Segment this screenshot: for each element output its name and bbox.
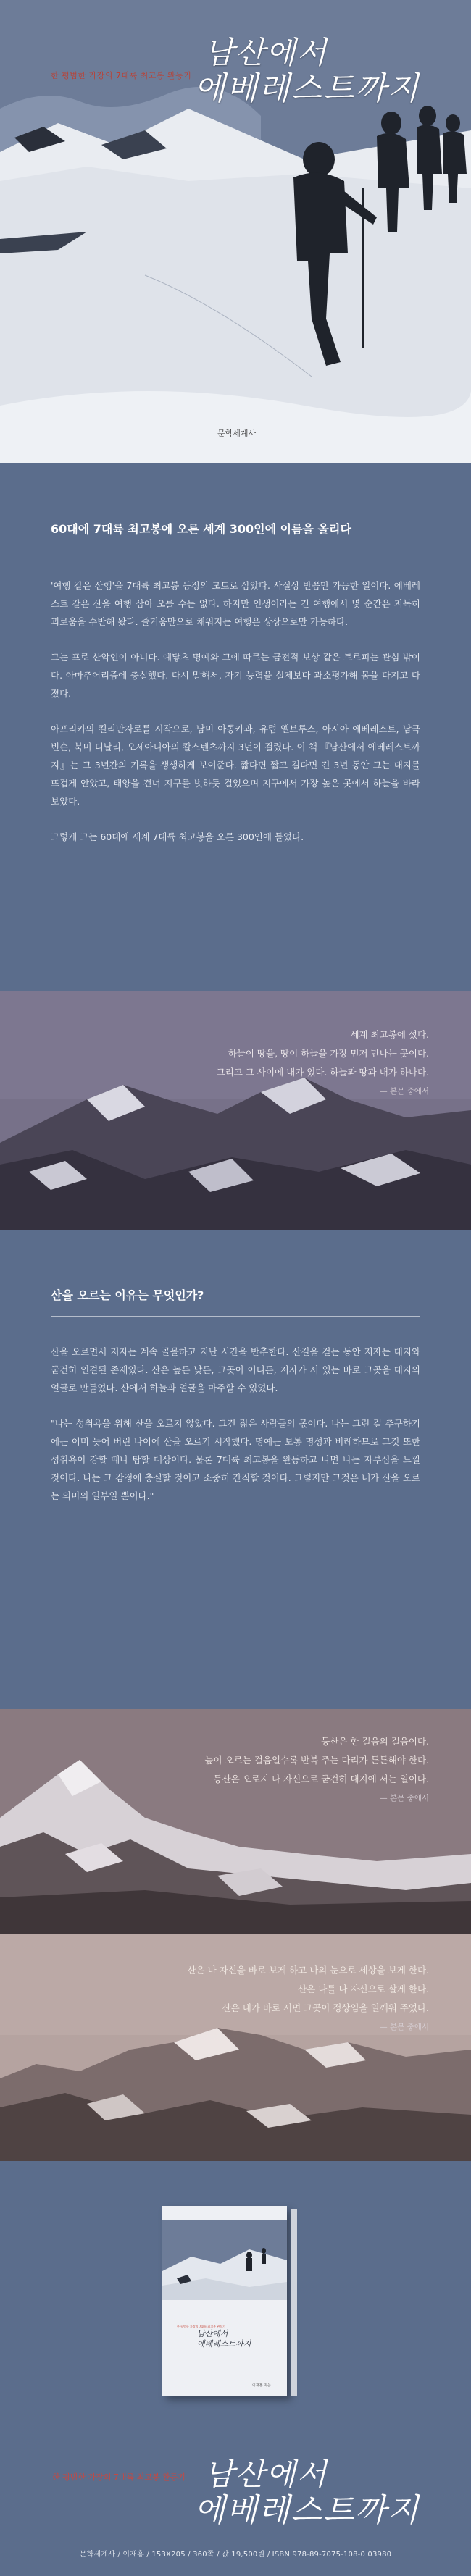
quote-1-line: 하늘이 땅을, 땅이 하늘을 가장 먼저 만나는 곳이다. [228, 1048, 429, 1059]
quote-panel-2 [0, 1709, 471, 1934]
intro-paragraph: 그는 프로 산악인이 아니다. 예닿츠 명예와 그에 따르는 금전적 보상 같은 트로피는 관심 밖이다. 아마추어리즘에 충실했다. 다시 말해서, 자기 능력을 실제보다 과소평가해 몸을 다지고 다졌다. [51, 652, 420, 699]
intro-paragraphs [51, 576, 420, 846]
book-cover-title-line2: 에베레스트까지 [197, 2339, 251, 2349]
quote-1-source: — 본문 중에서 [380, 1087, 429, 1096]
meta-author: / 이재홍 [117, 2551, 144, 2559]
book-cover-title [197, 2329, 251, 2349]
quote-2 [204, 1732, 429, 1808]
hero-banner [0, 0, 471, 463]
quote-3-line: 산은 내가 바로 서면 그곳이 정상임을 일깨워 주었다. [222, 2002, 429, 2013]
quote-1-line: 그리고 그 사이에 내가 있다. 하늘과 땅과 내가 하나다. [216, 1067, 429, 1078]
meta-isbn: / ISBN 978-89-7075-108-0 03980 [267, 2551, 392, 2559]
quote-1 [217, 1025, 429, 1101]
footer-title [194, 2457, 420, 2529]
quote-2-source: — 본문 중에서 [380, 1794, 429, 1803]
book-meta [0, 2548, 471, 2559]
quote-3-line: 산은 나를 나 자신으로 살게 한다. [298, 1984, 429, 1994]
hero-publisher: 문학세계사 [217, 429, 257, 438]
book-cover-title-line1: 남산에서 [197, 2329, 228, 2338]
quote-3-source: — 본문 중에서 [380, 2023, 429, 2031]
quote-panel-1 [0, 991, 471, 1230]
intro-paragraph: '여행 같은 산행'을 7대륙 최고봉 등정의 모토로 삼았다. 사실상 반쯤만 가능한 일이다. 에베레스트 같은 산을 여행 삼아 오를 수는 없다. 하지만 인생이라는 긴 여행에서 몇 순간은 지독히 괴로움을 수반해 왔다. 즐거움만으로 채워지는 여행은 상상으로만 가능하다. [51, 580, 420, 627]
quote-3 [187, 1961, 429, 2036]
intro-paragraph: 그렇게 그는 60대에 세계 7대륙 최고봉을 오른 300인에 들었다. [51, 831, 304, 842]
quote-1-line: 세계 최고봉에 섰다. [350, 1029, 429, 1040]
footer-title-line2: 에베레스트까지 [194, 2492, 420, 2529]
hero-title [194, 35, 420, 107]
reason-heading: 산을 오르는 이유는 무엇인가? [51, 1286, 420, 1317]
meta-publisher: 문학세계사 [79, 2551, 116, 2559]
book-cover-tagline: 한 평범한 가장의 7대륙 최고봉 완등기 [177, 2325, 225, 2328]
hero-title-line2: 에베레스트까지 [194, 70, 420, 107]
intro-section [0, 463, 471, 991]
book-cover-art [162, 2206, 287, 2396]
book-cover-front [162, 2206, 287, 2396]
reason-section [0, 1230, 471, 1709]
book-cover-author: 이재홍 지음 [252, 2383, 271, 2388]
hero-tagline: 한 평범한 가장의 7대륙 최고봉 완등기 [51, 71, 192, 80]
meta-price: / 값 19,500원 [217, 2551, 264, 2559]
footer-tagline: 한 평범한 가장의 7대륙 최고봉 완등기 [52, 2472, 186, 2482]
intro-paragraph: 아프리카의 킬리만자로를 시작으로, 남미 아콩카과, 유럽 엘브루스, 아시아 에베레스트, 남극 빈슨, 북미 디날리, 오세아니아의 칼스텐츠까지 3년이 걸렸다. 이 책 『남산에서 에베레스트까지』는 그 3년간의 기록을 생생하게 보여준다. 짧다면 짧고 길다면 긴 3년 동안 그는 대지를 뜨겁게 안았고, 태양을 건너 지구를 벗하듯 걸었으며 지구에서 가장 높은 곳에서 하늘을 바라보았다. [51, 723, 420, 807]
meta-pages: / 360쪽 [188, 2551, 214, 2559]
meta-size: / 153X205 [146, 2551, 185, 2559]
reason-paragraph: "나는 성취욕을 위해 산을 오르지 않았다. 그건 젊은 사람들의 몫이다. 나는 그런 걸 추구하기에는 이미 늦어 버린 나이에 산을 오르기 시작했다. 명예는 보통 명성과 비례하므로 그것 또한 성취욕이 강할 때나 탐할 대상이다. 물론 7대륙 최고봉을 완등하고 나면 나는 자부심을 느낄 것이다. 나는 그 감정에 충실할 것이고 소중히 간직할 것이다. 그렇지만 그것은 내가 산을 오르는 의미의 일부일 뿐이다." [51, 1418, 420, 1501]
book-spine [291, 2209, 297, 2396]
reason-paragraphs [51, 1343, 420, 1505]
intro-heading: 60대에 7대륙 최고봉에 오른 세계 300인에 이름을 올리다 [51, 520, 420, 550]
book-cover [162, 2206, 291, 2396]
quote-3-line: 산은 나 자신을 바로 보게 하고 나의 눈으로 세상을 보게 한다. [187, 1965, 429, 1976]
quote-panel-3 [0, 1934, 471, 2161]
quote-2-line: 등산은 한 걸음의 걸음이다. [321, 1736, 429, 1747]
quote-2-line: 높이 오르는 걸음일수록 반복 주는 다리가 튼튼해야 한다. [204, 1755, 429, 1766]
hero-title-line1: 남산에서 [204, 35, 328, 70]
footer-title-line1: 남산에서 [204, 2457, 328, 2492]
reason-paragraph: 산을 오르면서 저자는 계속 골몰하고 지난 시간을 반추한다. 산길을 걷는 동안 저자는 대지와 굳건히 연결된 존재였다. 산은 높든 낮든, 그곳이 어디든, 저자가 서 있는 바로 그곳을 대지의 얼굴로 만들었다. 산에서 하늘과 얼굴을 마주할 수 있었다. [51, 1346, 420, 1393]
book-footer [0, 2161, 471, 2576]
quote-2-line: 등산은 오로지 나 자신으로 굳건히 대지에 서는 일이다. [213, 1774, 429, 1784]
